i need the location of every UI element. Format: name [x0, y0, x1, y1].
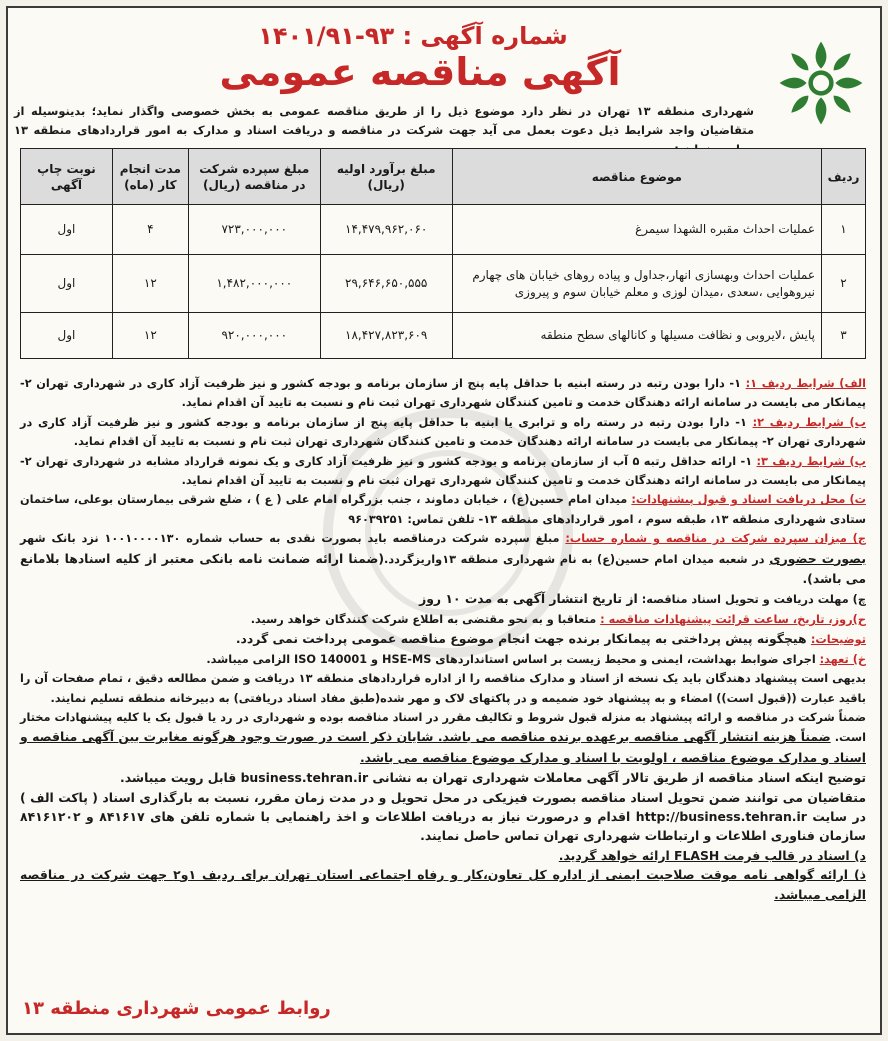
- condition-row2-text: ۱- دارا بودن رتبه در رسته راه و ترابری یا ابنیه با حداقل پایه پنج از سازمان برنامه و بودجه کشور و نیز ظرفیت آزاد کاری در شهرداری تهران ۲- پیمانکار می بایست در سامانه ارائه دهندگان خدمت و تامین کنندگان شهرداری تهران ثبت نام و نسبت به تایید آن اقدام نماید.: [20, 415, 866, 449]
- tehran-municipality-logo-icon: [776, 38, 866, 128]
- documents-location: [20, 490, 866, 529]
- condition-row1-text: ۱- دارا بودن رتبه در رسته ابنیه با حداقل پایه پنج از سازمان برنامه و بودجه کشور و نیز ظرفیت آزاد کاری در شهرداری تهران ۲- پیمانکار می بایست در سامانه ارائه دهندگان خدمت و تامین کنندگان شهرداری تهران ثبت نام و نسبت به تایید آن اقدام نماید.: [20, 377, 866, 410]
- cell-publication: اول: [21, 313, 113, 359]
- deadline-label: چ) مهلت دریافت و تحویل اسناد مناقصه:: [637, 593, 866, 607]
- header-subject: موضوع مناقصه: [452, 149, 821, 205]
- cell-subject: پایش ،لایروبی و نظافت مسیلها و کانالهای سطح منطقه: [452, 313, 821, 359]
- notice-number: شماره آگهی : ۹۳-۱۴۰۱/۹۱: [258, 22, 568, 50]
- cell-deposit: ۹۲۰,۰۰۰,۰۰۰: [188, 313, 320, 359]
- condition-row2-label: ب) شرایط ردیف ۲:: [752, 415, 866, 429]
- terms-text: ضمناً شرکت در مناقصه و ارائه پیشنهاد به منزله قبول شروط و تکالیف مقرر در اسناد مناقصه بوده و شهرداری در رد یا قبول یک یا کلیه پیشنهادات مختار است.: [20, 710, 867, 745]
- cell-publication: اول: [21, 255, 113, 313]
- deposit-info: [20, 529, 866, 589]
- terms-paragraph: [20, 708, 866, 768]
- safety-certificate-item: ذ) ارائه گواهی نامه موقت صلاحیت ایمنی از اداره کل تعاون،کار و رفاه اجتماعی استان تهران برای ردیف ۱و۲ جهت شرکت در مناقصه الزامی میباشد.: [20, 867, 866, 902]
- header-publication: نوبت چاپ آگهی: [21, 149, 113, 205]
- condition-row2: [20, 413, 866, 452]
- deadline-value: از تاریخ انتشار آگهی به مدت ۱۰ روز: [419, 591, 638, 607]
- deposit-in-person: بصورت حضوری: [769, 550, 866, 566]
- cell-subject: عملیات احداث مقبره الشهدا سیمرغ: [452, 205, 821, 255]
- cell-duration: ۱۲: [112, 255, 188, 313]
- header-duration: مدت انجام کار (ماه): [112, 149, 188, 205]
- submission-paragraph: بدیهی است پیشنهاد دهندگان باید یک نسخه از اسناد و مدارک مناقصه را از اداره قراردادهای منطقه ۱۳ دریافت و ضمن مطالعه دقیق ، تمام صفحات آن را باقید عبارت ((قبول است)) امضاء و به پیشنهاد خود ضمیمه و در پاکتهای لاک و مهر شده(طبق مفاد اسناد دریافتی) به دبیرخانه منطقه تسلیم نمایند.: [20, 672, 866, 705]
- notice-title: آگهی مناقصه عمومی: [219, 50, 621, 94]
- condition-row3: [20, 452, 866, 491]
- condition-row1: [20, 374, 866, 413]
- cell-row-number: ۲: [822, 255, 866, 313]
- cell-row-number: ۳: [822, 313, 866, 359]
- notice-body: [20, 374, 866, 904]
- header-deposit: مبلغ سپرده شرکت در مناقصه (ریال): [188, 149, 320, 205]
- notes-label: توضیحات:: [810, 633, 866, 647]
- header-estimate: مبلغ برآورد اولیه (ریال): [320, 149, 452, 205]
- cell-row-number: ۱: [822, 205, 866, 255]
- notice-title-block: [130, 22, 710, 94]
- opening-label: ح)روز، تاریخ، ساعت قرائت پیشنهادات مناقصه :: [600, 612, 866, 626]
- upload-paragraph: متقاضیان می توانند ضمن تحویل اسناد مناقصه بصورت فیزیکی در محل تحویل و در مدت زمان مقرر، نسبت به بارگذاری اسناد ( پاکت الف ) در سایت http://business.tehran.ir اقدام و درصورت نیاز به دریافت اطلاعات و اخذ راهنمایی با شماره تلفن های ۸۴۱۶۱۷ و ۸۴۱۶۱۲۰۲ سازمان فناوری اطلاعات و ارتباطات شهرداری تهران تماس حاصل نمایند.: [20, 789, 866, 844]
- deposit-info-text2: در شعبه میدان امام حسین(ع) به نام شهرداری منطقه ۱۳واریزگردد.: [384, 552, 770, 566]
- cell-deposit: ۱,۴۸۲,۰۰۰,۰۰۰: [188, 255, 320, 313]
- condition-row3-text: ۱- ارائه حداقل رتبه ۵ آب از سازمان برنامه و بودجه کشور و نیز ظرفیت آزاد کاری و یک نمونه قرارداد مشابه در شهرداری تهران ۲- پیمانکار می بایست در سامانه ارائه دهندگان خدمت و تامین کنندگان شهرداری تهران ثبت نام و نسبت به تایید آن اقدام نماید.: [20, 454, 866, 488]
- notes-info: [20, 629, 866, 649]
- intro-paragraph: شهرداری منطقه ۱۳ تهران در نظر دارد موضوع ذیل را از طریق مناقصه عمومی به بخش خصوصی واگذار نماید؛ بدینوسیله از متقاضیان واجد شرایط ذیل دعوت بعمل می آید جهت شرکت در مناقصه و دریافت اسناد و مدارک به امور قراردادهای منطقه ۱۳: [14, 104, 754, 137]
- opening-info: [20, 610, 866, 629]
- condition-row1-label: الف) شرایط ردیف ۱:: [745, 377, 867, 390]
- deposit-guarantee-note: (ضمنا ارائه ضمانت نامه بانکی معتبر از کلیه اسنادها بلامانع می باشد).: [20, 550, 866, 587]
- commitment-info: [20, 650, 866, 669]
- cell-estimate: ۲۹,۶۴۶,۶۵۰,۵۵۵: [320, 255, 452, 313]
- documents-location-label: ت) محل دریافت اسناد و قبول پیشنهادات:: [631, 493, 866, 507]
- public-relations-signature: روابط عمومی شهرداری منطقه ۱۳: [22, 998, 331, 1019]
- documents-location-text: میدان امام حسین(ع) ، خیابان دماوند ، جنب بزرگراه امام علی ( ع ) ، ضلع شرقی بیمارستان بوعلی، ساختمان ستادی شهرداری منطقه ۱۳، طبقه سوم ، امور قراردادهای منطقه ۱۳- تلفن تماس: ۹۶۰۳۹۲۵۱: [20, 493, 866, 526]
- commitment-text: اجرای ضوابط بهداشت، ایمنی و محیط زیست بر اساس استانداردهای HSE-MS و ISO 140001 الزامی میباشد.: [206, 652, 820, 666]
- notes-text: هیچگونه پیش پرداختی به پیمانکار برنده جهت انجام موضوع مناقصه عمومی پرداخت نمی گردد.: [235, 631, 811, 647]
- table-row: [21, 255, 866, 313]
- cell-deposit: ۷۲۳,۰۰۰,۰۰۰: [188, 205, 320, 255]
- format-item: د) اسناد در قالب فرمت FLASH ارائه خواهد گردید.: [558, 847, 866, 863]
- deposit-info-text: مبلغ سپرده شرکت درمناقصه باید بصورت نقدی به حساب شماره ۱۰۰۱۰۰۰۰۱۳۰ نزد بانک شهر: [20, 532, 566, 546]
- cell-subject: عملیات احداث وبهسازی انهار،جداول و پیاده روهای خیابان های چهارم نیروهوایی ،سعدی ،میدان لوزی و معلم خیابان سوم و پیروزی: [452, 255, 821, 313]
- commitment-label: خ) تعهد:: [819, 652, 866, 666]
- deposit-info-label: ج) میزان سپرده شرکت در مناقصه و شماره حساب:: [565, 532, 866, 546]
- tender-table: [20, 148, 866, 359]
- cell-estimate: ۱۴,۴۷۹,۹۶۲,۰۶۰: [320, 205, 452, 255]
- deadline-info: [20, 589, 866, 609]
- terms-cost-note: ضمناً هزینه انتشار آگهی مناقصه برعهده برنده مناقصه می باشد. شایان ذکر است در صورت وجود هرگونه مغایرت بین آگهی مناقصه و اسناد و مدارک موضوع مناقصه ، اولویت با اسناد و مدارک موضوع مناقصه می باشد.: [20, 729, 866, 765]
- tender-notice: [6, 6, 882, 1035]
- cell-publication: اول: [21, 205, 113, 255]
- table-row: [21, 313, 866, 359]
- cell-estimate: ۱۸,۴۲۷,۸۲۳,۶۰۹: [320, 313, 452, 359]
- header-row-number: ردیف: [822, 149, 866, 205]
- notice-header: [8, 8, 880, 104]
- table-row: [21, 205, 866, 255]
- cell-duration: ۴: [112, 205, 188, 255]
- website-paragraph: توضیح اینکه اسناد مناقصه از طریق تالار آگهی معاملات شهرداری تهران به نشانی business.tehran.ir قابل رویت میباشد.: [120, 770, 866, 786]
- cell-duration: ۱۲: [112, 313, 188, 359]
- opening-text: متعاقبا و به نحو مقتضی به اطلاع شرکت کنندگان خواهد رسید.: [250, 612, 601, 626]
- condition-row3-label: پ) شرایط ردیف ۳:: [756, 454, 866, 468]
- table-header-row: [21, 149, 866, 205]
